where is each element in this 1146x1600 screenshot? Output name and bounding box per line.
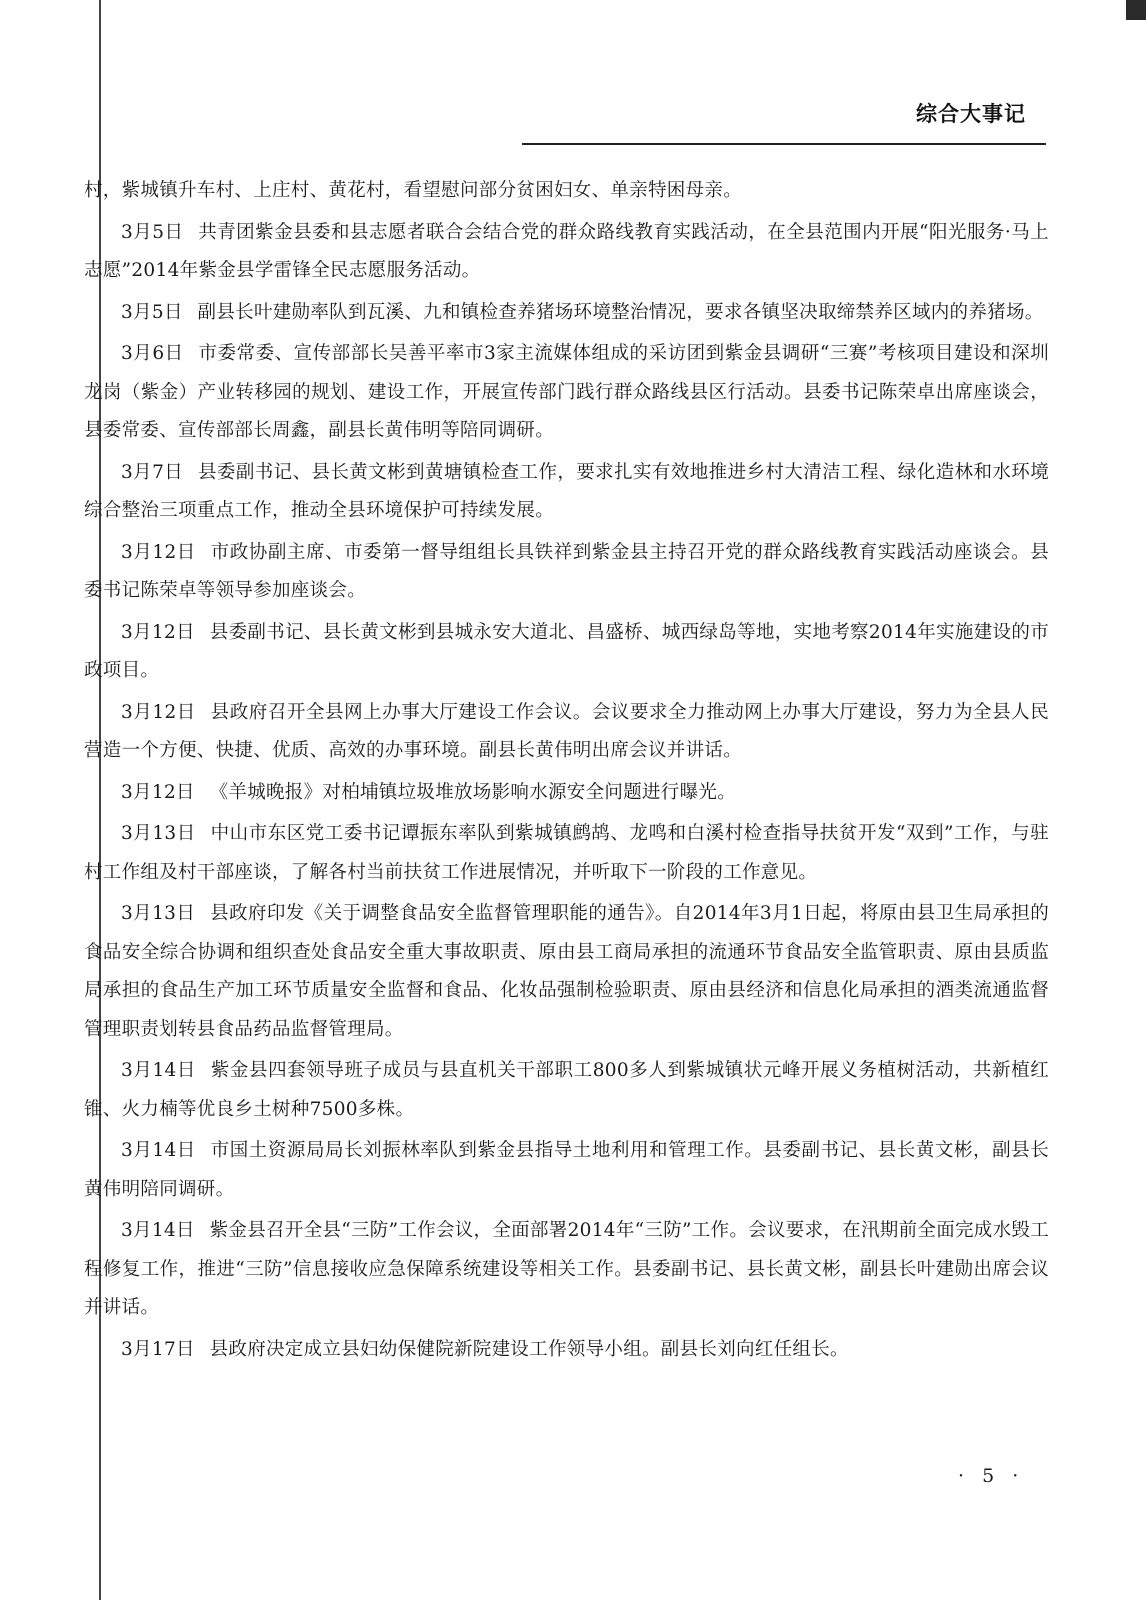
chronicle-body xyxy=(84,172,1049,1372)
entry-text: 市国土资源局局长刘振林率队到紫金县指导土地利用和管理工作。县委副书记、县长黄文彬，副县长黄伟明陪同调研。 xyxy=(84,1140,1049,1200)
header-rule xyxy=(522,143,1046,145)
entry-date: 3月14日 xyxy=(121,1140,196,1161)
chronicle-entry xyxy=(84,1132,1049,1209)
entry-text: 县政府印发《关于调整食品安全监督管理职能的通告》。自2014年3月1日起，将原由县卫生局承担的食品安全综合协调和组织查处食品安全重大事故职责、原由县工商局承担的流通环节食品安全监管职责、原由县质监局承担的食品生产加工环节质量安全监督和食品、化妆品强制检验职责、原由县经济和信息化局承担的酒类流通监督管理职责划转县食品药品监督管理局。 xyxy=(84,903,1049,1040)
chronicle-entry xyxy=(84,1052,1049,1129)
running-header-title: 综合大事记 xyxy=(916,102,1026,126)
chronicle-entry xyxy=(84,172,1049,211)
chronicle-entry xyxy=(84,1331,1049,1370)
chronicle-entry xyxy=(84,1212,1049,1328)
entry-text: 市政协副主席、市委第一督导组组长具铁祥到紫金县主持召开党的群众路线教育实践活动座谈会。县委书记陈荣卓等领导参加座谈会。 xyxy=(84,541,1049,601)
entry-date: 3月5日 xyxy=(121,301,183,323)
entry-text: 县政府决定成立县妇幼保健院新院建设工作领导小组。副县长刘向红任组长。 xyxy=(209,1338,849,1360)
entry-date: 3月13日 xyxy=(121,823,196,844)
entry-text: 中山市东区党工委书记谭振东率队到紫城镇鹧鸪、龙鸣和白溪村检查指导扶贫开发“双到”工作，与驻村工作组及村干部座谈，了解各村当前扶贫工作进展情况，并听取下一阶段的工作意见。 xyxy=(84,823,1050,883)
chronicle-entry xyxy=(84,815,1049,892)
chronicle-entry xyxy=(84,294,1049,333)
entry-text: 县政府召开全县网上办事大厅建设工作会议。会议要求全力推动网上办事大厅建设，努力为全县人民营造一个方便、快捷、优质、高效的办事环境。副县长黄伟明出席会议并讲话。 xyxy=(84,701,1049,761)
entry-date: 3月17日 xyxy=(121,1338,195,1360)
page-number: · 5 · xyxy=(958,1465,1025,1487)
entry-date: 3月14日 xyxy=(121,1220,195,1241)
chronicle-entry xyxy=(84,454,1049,531)
entry-text: 共青团紫金县委和县志愿者联合会结合党的群众路线教育实践活动，在全县范围内开展“阳光服务·马上志愿”2014年紫金县学雷锋全民志愿服务活动。 xyxy=(84,221,1049,281)
chronicle-entry xyxy=(84,774,1049,813)
entry-text: 紫金县四套领导班子成员与县直机关干部职工800多人到紫城镇状元峰开展义务植树活动，共新植红锥、火力楠等优良乡土树种7500多株。 xyxy=(84,1060,1049,1120)
entry-date: 3月12日 xyxy=(121,621,195,643)
chronicle-entry xyxy=(84,895,1049,1049)
entry-date: 3月12日 xyxy=(121,781,195,803)
chronicle-entry xyxy=(84,694,1049,771)
entry-date: 3月6日 xyxy=(121,343,184,364)
entry-date: 3月13日 xyxy=(121,903,196,924)
entry-date: 3月14日 xyxy=(121,1060,196,1081)
chronicle-entry xyxy=(84,335,1049,451)
chronicle-entry xyxy=(84,214,1049,291)
chronicle-entry xyxy=(84,614,1049,691)
entry-text: 县委副书记、县长黄文彬到县城永安大道北、昌盛桥、城西绿岛等地，实地考察2014年实施建设的市政项目。 xyxy=(84,621,1050,681)
entry-text: 紫金县召开全县“三防”工作会议，全面部署2014年“三防”工作。会议要求，在汛期前全面完成水毁工程修复工作，推进“三防”信息接收应急保障系统建设等相关工作。县委副书记、县长黄文彬，副县长叶建勋出席会议并讲话。 xyxy=(84,1220,1049,1318)
entry-text: 村，紫城镇升车村、上庄村、黄花村，看望慰问部分贫困妇女、单亲特困母亲。 xyxy=(84,180,743,201)
entry-date: 3月5日 xyxy=(121,221,184,243)
corner-mark xyxy=(1126,0,1146,20)
entry-text: 《羊城晚报》对柏埔镇垃圾堆放场影响水源安全问题进行曝光。 xyxy=(209,781,737,803)
entry-date: 3月12日 xyxy=(121,701,196,723)
entry-text: 市委常委、宣传部部长吴善平率市3家主流媒体组成的采访团到紫金县调研“三赛”考核项目建设和深圳龙岗（紫金）产业转移园的规划、建设工作，开展宣传部门践行群众路线县区行活动。县委书记陈荣卓出席座谈会，县委常委、宣传部部长周鑫，副县长黄伟明等陪同调研。 xyxy=(84,343,1049,441)
chronicle-entry xyxy=(84,534,1049,611)
entry-date: 3月12日 xyxy=(121,541,196,563)
entry-text: 副县长叶建勋率队到瓦溪、九和镇检查养猪场环境整治情况，要求各镇坚决取缔禁养区域内的养猪场。 xyxy=(197,301,1044,323)
entry-date: 3月7日 xyxy=(121,461,184,483)
entry-text: 县委副书记、县长黄文彬到黄塘镇检查工作，要求扎实有效地推进乡村大清洁工程、绿化造林和水环境综合整治三项重点工作，推动全县环境保护可持续发展。 xyxy=(84,461,1049,521)
